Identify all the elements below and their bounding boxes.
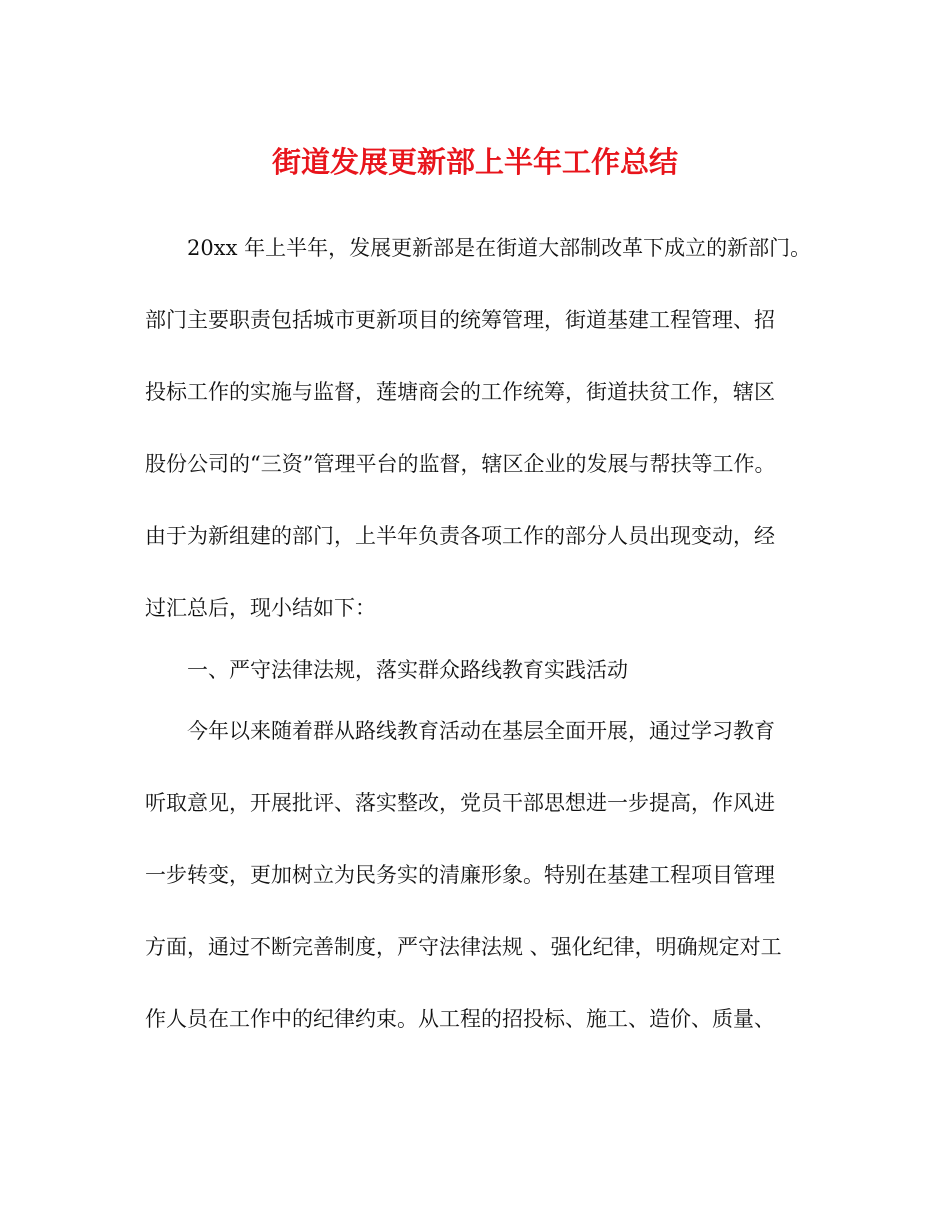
paragraph-line: 过汇总后，现小结如下： [145,596,376,620]
paragraph-line: 今年以来随着群从路线教育活动在基层全面开展，通过学习教育 [187,719,775,743]
paragraph-line: 一步转变，更加树立为民务实的清廉形象。特别在基建工程项目管理 [145,863,775,887]
section-heading: 一、严守法律法规，落实群众路线教育实践活动 [187,658,628,682]
paragraph-line: 投标工作的实施与监督，莲塘商会的工作统筹，街道扶贫工作，辖区 [145,380,775,404]
paragraph-line: 20xx 年上半年，发展更新部是在街道大部制改革下成立的新部门。 [187,236,812,260]
paragraph-line: 股份公司的“三资”管理平台的监督，辖区企业的发展与帮扶等工作。 [145,452,776,476]
paragraph-line: 听取意见，开展批评、落实整改，党员干部思想进一步提高，作风进 [145,791,775,815]
paragraph-line: 由于为新组建的部门，上半年负责各项工作的部分人员出现变动，经 [145,524,775,548]
paragraph-line: 部门主要职责包括城市更新项目的统筹管理，街道基建工程管理、招 [145,308,775,332]
paragraph-line: 作人员在工作中的纪律约束。从工程的招投标、施工、造价、质量、 [145,1007,775,1031]
paragraph-line: 方面，通过不断完善制度，严守法律法规 、强化纪律，明确规定对工 [145,935,782,959]
document-title: 街道发展更新部上半年工作总结 [271,145,678,179]
